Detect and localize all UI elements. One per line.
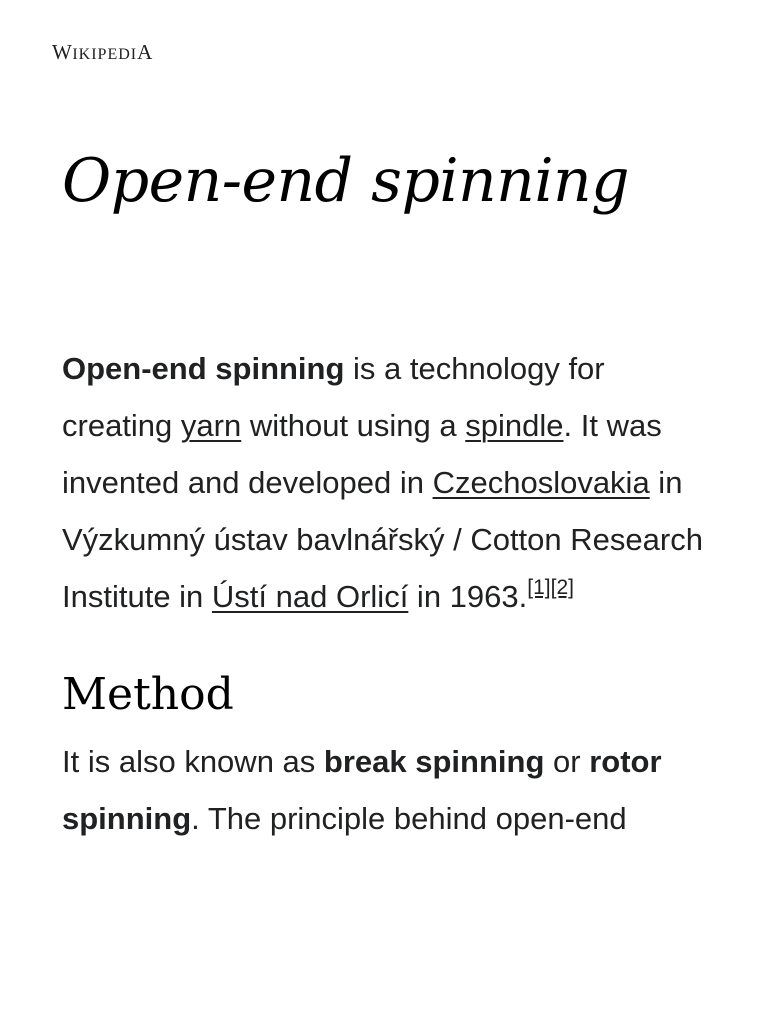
method-bold-break-spinning: break spinning [323,744,545,779]
intro-bold-term: Open-end spinning [62,351,345,386]
reference-markers [527,576,574,599]
reference-2-link[interactable]: [2] [550,575,574,599]
intro-text-4: in Výzkumný ústav bavlnářský / Cotton Research Institute in [62,465,703,614]
method-paragraph [62,733,712,847]
wordmark-small-caps: IKIPEDI [72,46,138,63]
section-heading-method[interactable]: Method [62,669,234,720]
link-yarn[interactable]: yarn [180,408,242,443]
page-title: Open-end spinning [62,146,630,216]
wordmark-cap-last: A [137,40,153,64]
wordmark-cap-first: W [52,40,73,64]
method-text-2: or [544,744,590,779]
intro-text-3: . It was invented and developed in [62,408,662,500]
intro-text-2: without using a [241,408,466,443]
method-bold-rotor-spinning: rotor spinning [62,744,662,836]
intro-text-5: in 1963. [408,579,528,614]
intro-text-1: is a technology for creating [62,351,605,443]
reference-1-link[interactable]: [1] [527,575,551,599]
link-czechoslovakia[interactable]: Czechoslovakia [432,465,650,500]
intro-paragraph [62,340,712,625]
article-content [62,340,712,847]
method-text-1: It is also known as [62,744,324,779]
link-usti-nad-orlici[interactable]: Ústí nad Orlicí [211,579,409,614]
method-text-3: . The principle behind open-end [191,801,627,836]
link-spindle[interactable]: spindle [465,408,564,443]
wikipedia-wordmark-link[interactable] [52,42,153,63]
